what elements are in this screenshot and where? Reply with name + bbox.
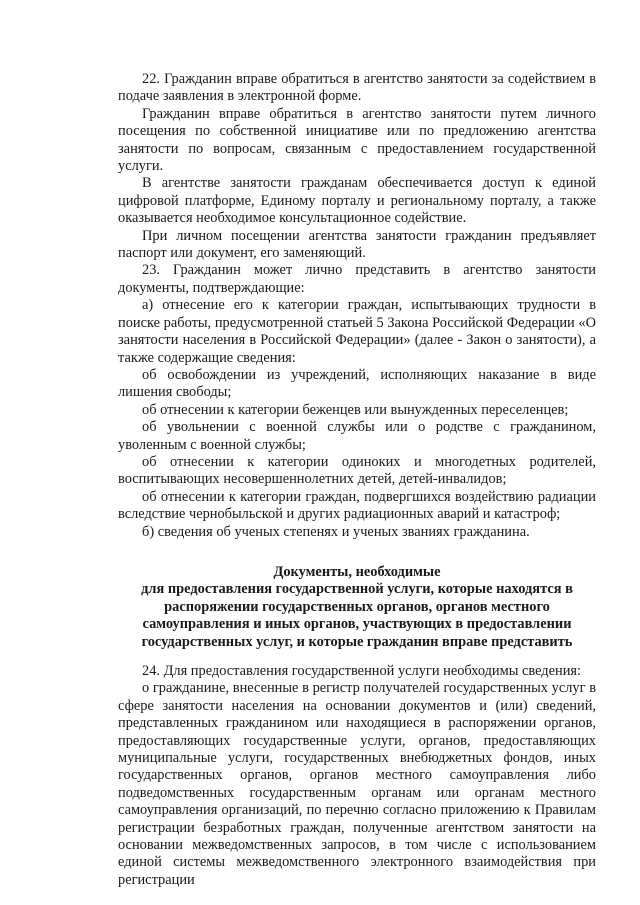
paragraphs-bottom [118, 663, 596, 889]
paragraph-military: об увольнении с военной службы или о родстве с гражданином, уволенным с военной службы; [118, 419, 596, 453]
paragraph-register: о гражданине, внесенные в регистр получателей государственных услуг в сфере занятости населения на основании документов и (или) сведений, представленных гражданином или находящиеся в распоряжении органов, предоставляющих государственные услуги, органов, предоставляющих муниципальные услуги, государственных внебюджетных фондов, иных государственных органов, органов местного самоуправления либо подведомственных государственным органам или органам местного самоуправления организаций, по перечню согласно приложению к Правилам регистрации безработных граждан, полученные агентством занятости на основании межведомственных запросов, в том числе с использованием единой системы межведомственного электронного взаимодействия при регистрации [118, 680, 596, 888]
document-page [118, 71, 596, 889]
heading-line: самоуправления и иных органов, участвующих в предоставлении [142, 616, 572, 633]
heading-line: для предоставления государственной услуги, которые находятся в [141, 581, 573, 598]
paragraph-radiation: об отнесении к категории граждан, подвергшихся воздействию радиации вследствие чернобыльской и других радиационных аварий и катастроф; [118, 488, 596, 523]
heading-line: распоряжении государственных органов, органов местного [164, 598, 550, 615]
heading-line: Документы, необходимые [273, 563, 441, 580]
paragraph-24: 24. Для предоставления государственной услуги необходимы сведения: [142, 663, 582, 679]
paragraphs-top [118, 71, 596, 541]
paragraph-access: В агентстве занятости гражданам обеспечивается доступ к единой цифровой платформе, Единому порталу и региональному порталу, а также оказывается необходимое консультационное содействие. [118, 175, 596, 227]
paragraph-refugees: об отнесении к категории беженцев или вынужденных переселенцев; [142, 401, 569, 418]
section-heading [118, 564, 596, 651]
paragraph-parents: об отнесении к категории одиноких и многодетных родителей, воспитывающих несовершеннолетних детей, детей-инвалидов; [118, 453, 596, 488]
paragraph-23b: б) сведения об ученых степенях и ученых званиях гражданина. [142, 523, 530, 540]
heading-line: государственных услуг, и которые гражданин вправе представить [141, 633, 573, 650]
paragraph-23: 23. Гражданин может лично представить в агентство занятости документы, подтверждающие: [118, 262, 596, 296]
paragraph-release: об освобождении из учреждений, исполняющих наказание в виде лишения свободы; [118, 366, 596, 401]
paragraph-personal-visit: Гражданин вправе обратиться в агентство занятости путем личного посещения по собственной инициативе или по предложению агентства занятости по вопросам, связанным с предоставлением государственной услуги. [118, 105, 596, 175]
paragraph-passport: При личном посещении агентства занятости гражданин предъявляет паспорт или документ, его заменяющий. [118, 227, 596, 262]
paragraph-23a: а) отнесение его к категории граждан, испытывающих трудности в поиске работы, предусмотренной статьей 5 Закона Российской Федерации «О занятости населения в Российской Федерации» (далее - Закон о занятости), а также содержащие сведения: [118, 297, 596, 366]
paragraph-22: 22. Гражданин вправе обратиться в агентство занятости за содействием в подаче заявления в электронной форме. [118, 71, 596, 105]
